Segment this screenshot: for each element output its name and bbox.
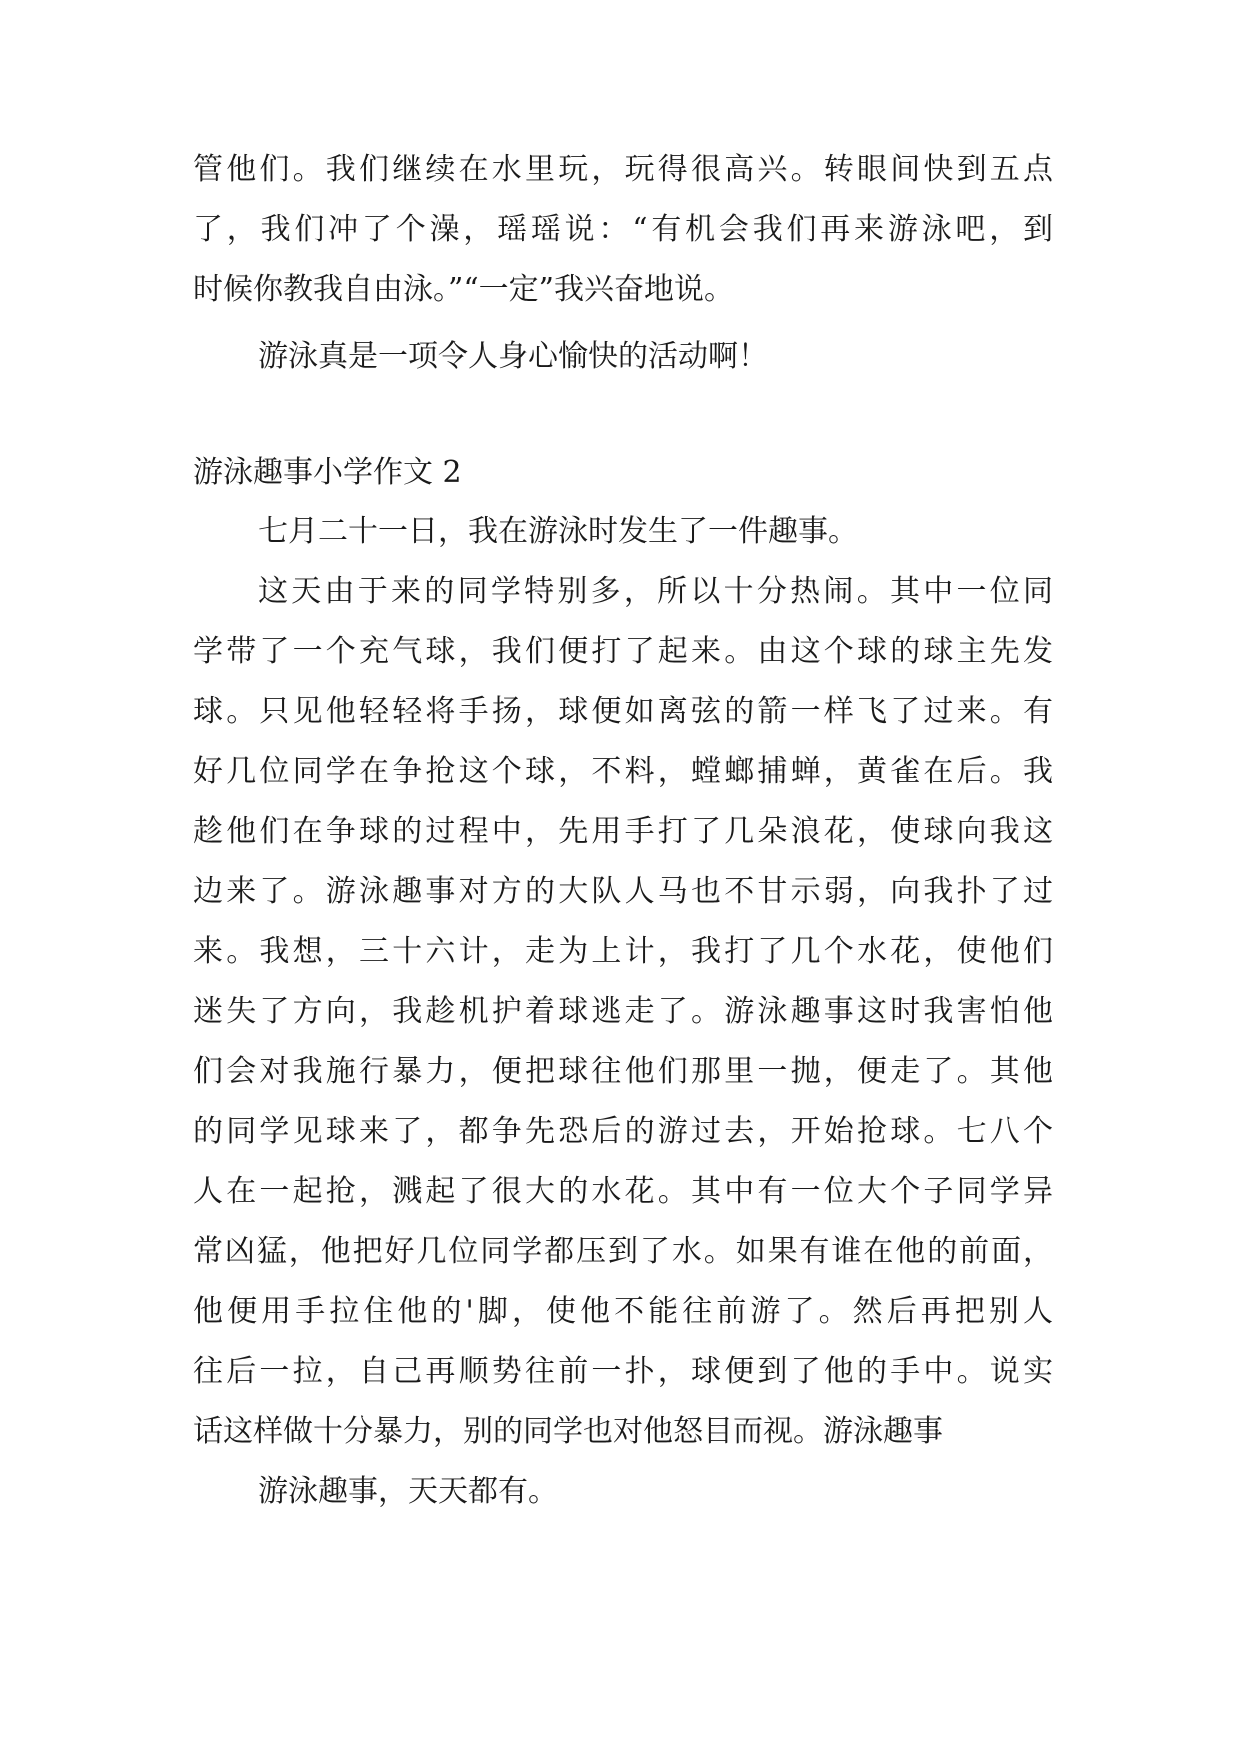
text-line: 学带了一个充气球，我们便打了起来。由这个球的球主先发 [193, 634, 1053, 669]
section-title: 游泳趣事小学作文 2 [193, 455, 462, 490]
text-line: 球。只见他轻轻将手扬，球便如离弦的箭一样飞了过来。有 [193, 694, 1053, 729]
text-line: 们会对我施行暴力，便把球往他们那里一抛，便走了。其他 [193, 1054, 1053, 1089]
text-line: 时候你教我自由泳。”“一定”我兴奋地说。 [193, 272, 735, 307]
text-line: 这天由于来的同学特别多，所以十分热闹。其中一位同 [258, 574, 1053, 609]
text-line: 好几位同学在争抢这个球，不料，螳螂捕蝉，黄雀在后。我 [193, 754, 1053, 789]
text-line: 往后一拉，自己再顺势往前一扑，球便到了他的手中。说实 [193, 1354, 1053, 1389]
text-line: 常凶猛，他把好几位同学都压到了水。如果有谁在他的前面， [193, 1234, 1053, 1269]
text-line: 的同学见球来了，都争先恐后的游过去，开始抢球。七八个 [193, 1114, 1053, 1149]
text-line: 人在一起抢，溅起了很大的水花。其中有一位大个子同学异 [193, 1174, 1053, 1209]
text-line: 来。我想，三十六计，走为上计，我打了几个水花，使他们 [193, 934, 1053, 969]
text-line: 迷失了方向，我趁机护着球逃走了。游泳趣事这时我害怕他 [193, 994, 1053, 1029]
closing-paragraph: 游泳真是一项令人身心愉快的活动啊！ [258, 339, 768, 374]
text-line: 边来了。游泳趣事对方的大队人马也不甘示弱，向我扑了过 [193, 874, 1053, 909]
text-line: 趁他们在争球的过程中，先用手打了几朵浪花，使球向我这 [193, 814, 1053, 849]
text-line: 话这样做十分暴力，别的同学也对他怒目而视。游泳趣事 [193, 1414, 943, 1449]
paragraph-1: 七月二十一日，我在游泳时发生了一件趣事。 [258, 514, 858, 549]
text-line: 管他们。我们继续在水里玩，玩得很高兴。转眼间快到五点 [193, 152, 1053, 187]
text-line: 了，我们冲了个澡，瑶瑶说：“有机会我们再来游泳吧，到 [193, 212, 1053, 247]
text-line: 他便用手拉住他的'脚，使他不能往前游了。然后再把别人 [193, 1294, 1053, 1329]
paragraph-3: 游泳趣事，天天都有。 [258, 1474, 558, 1509]
